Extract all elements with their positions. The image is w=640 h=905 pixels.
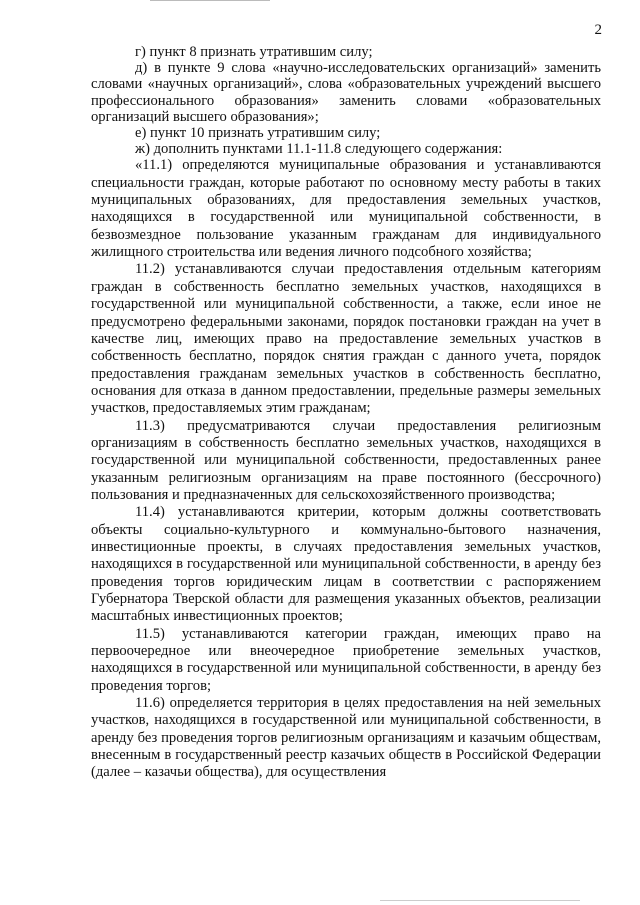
- page-number: 2: [594, 22, 602, 38]
- paragraph-item-e: е) пункт 10 признать утратившим силу;: [135, 125, 381, 142]
- paragraph-11-4: 11.4) устанавливаются критерии, которым должны соответствовать объекты социально-культурного и коммунально-бытового назначения, инвестиционные проекты, в случаях предоставления земельных участков, находящихся в государственной или муниципальной собственности, в аренду без проведения торгов юридическим лицам в соответствии с распоряжением Губернатора Тверской области для размещения указанных объектов, реализации масштабных инвестиционных проектов;: [91, 504, 601, 625]
- paragraph-11-3: 11.3) предусматриваются случаи предоставления религиозным организациям в собственность бесплатно земельных участков, находящихся в государственной или муниципальной собственности, предоставленных ранее указанным религиозным организациям на праве постоянного (бессрочного) пользования и предназначенных для сельскохозяйственного производства;: [91, 417, 601, 503]
- paragraph-11-2: 11.2) устанавливаются случаи предоставления отдельным категориям граждан в собственность бесплатно земельных участков, находящихся в государственной или муниципальной собственности, а также, если иное не предусмотрено федеральными законами, порядок постановки граждан на учет в качестве лиц, имеющих право на предоставление земельных участков в собственность бесплатно, порядок снятия граждан с данного учета, порядок предоставления гражданам земельных участков в собственность бесплатно, основания для отказа в данном предоставлении, предельные размеры земельных участков, предоставляемых этим гражданам;: [91, 261, 601, 417]
- paragraph-11-1: «11.1) определяются муниципальные образования и устанавливаются специальности граждан, которые работают по основному месту работы в таких муниципальных образованиях, для предоставления земельных участков, находящихся в государственной или муниципальной собственности, в безвозмездное пользование указанным гражданам для индивидуального жилищного строительства или ведения личного подсобного хозяйства;: [91, 157, 601, 261]
- scan-artifact-top: [150, 0, 270, 4]
- document-body: [91, 44, 601, 782]
- paragraph-item-d: д) в пункте 9 слова «научно-исследовательских организаций» заменить словами «научных организаций», слова «образовательных учреждений высшего профессионального образования» заменить словами «образовательных организаций высшего образования»;: [91, 60, 601, 125]
- scan-artifact-bottom: [380, 900, 580, 903]
- paragraph-11-6: 11.6) определяется территория в целях предоставления на ней земельных участков, находящихся в государственной или муниципальной собственности, в аренду без проведения торгов религиозным организациям и казачьим обществам, внесенным в государственный реестр казачьих обществ в Российской Федерации (далее – казачьи общества), для осуществления: [91, 695, 601, 781]
- paragraph-11-5: 11.5) устанавливаются категории граждан, имеющих право на первоочередное или внеочередное приобретение земельных участков, находящихся в государственной или муниципальной собственности, в аренду без проведения торгов;: [91, 625, 601, 694]
- paragraph-item-g: г) пункт 8 признать утратившим силу;: [135, 44, 373, 60]
- paragraph-item-zh: ж) дополнить пунктами 11.1-11.8 следующего содержания:: [135, 141, 503, 158]
